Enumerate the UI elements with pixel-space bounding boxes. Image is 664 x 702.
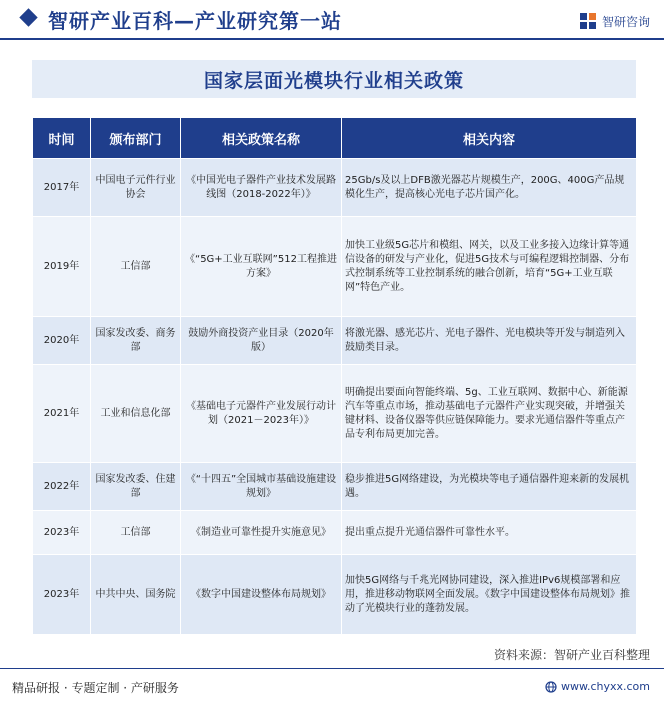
cell-content: 25Gb/s及以上DFB激光器芯片规模生产，200G、400G产品规模化生产，提高核心光电子芯片国产化。 <box>342 159 637 217</box>
table-row <box>33 365 637 463</box>
cell-year: 2021年 <box>33 365 91 463</box>
cell-content: 稳步推进5G网络建设，为光模块等电子通信器件迎来新的发展机遇。 <box>342 463 637 511</box>
policy-table <box>32 117 637 635</box>
page-header <box>0 0 664 42</box>
header-content: 相关内容 <box>342 118 637 159</box>
source-note: 资料来源：智研产业百科整理 <box>493 648 650 662</box>
header-dept: 颁布部门 <box>91 118 181 159</box>
cell-dept: 中国电子元件行业协会 <box>91 159 181 217</box>
site-title: 智研产业百科—产业研究第一站 <box>48 9 342 33</box>
table-row <box>33 159 637 217</box>
table-row <box>33 463 637 511</box>
document-title: 国家层面光模块行业相关政策 <box>203 69 464 92</box>
cell-policy-name: 《“5G+工业互联网”512工程推进方案》 <box>181 217 342 317</box>
table-row <box>33 317 637 365</box>
cell-content: 提出重点提升光通信器件可靠性水平。 <box>342 511 637 555</box>
cell-policy-name: 《“十四五”全国城市基础设施建设规划》 <box>181 463 342 511</box>
diamond-icon <box>19 8 37 26</box>
cell-dept: 中共中央、国务院 <box>91 555 181 635</box>
cell-policy-name: 《数字中国建设整体布局规划》 <box>181 555 342 635</box>
footer-divider <box>0 668 664 669</box>
cell-year: 2019年 <box>33 217 91 317</box>
cell-dept: 工信部 <box>91 511 181 555</box>
cell-dept: 国家发改委、住建部 <box>91 463 181 511</box>
cell-policy-name: 鼓励外商投资产业目录（2020年版） <box>181 317 342 365</box>
footer-link[interactable] <box>545 680 650 693</box>
table-row <box>33 511 637 555</box>
cell-content: 将激光器、感光芯片、光电子器件、光电模块等开发与制造列入鼓励类目录。 <box>342 317 637 365</box>
cell-year: 2022年 <box>33 463 91 511</box>
footer-services: 精品研报 · 专题定制 · 产研服务 <box>12 681 179 695</box>
brand-name: 智研咨询 <box>601 14 650 29</box>
brand[interactable] <box>579 12 650 30</box>
cell-policy-name: 《基础电子元器件产业发展行动计划（2021－2023年）》 <box>181 365 342 463</box>
title-band <box>32 60 636 98</box>
table-header-row <box>33 118 637 159</box>
header-divider <box>0 38 664 40</box>
cell-content: 加快5G网络与千兆光网协同建设，深入推进IPv6规模部署和应用，推进移动物联网全面发展。《数字中国建设整体布局规划》推动了光模块行业的蓬勃发展。 <box>342 555 637 635</box>
table-row <box>33 217 637 317</box>
header-policy-name: 相关政策名称 <box>181 118 342 159</box>
cell-dept: 工信部 <box>91 217 181 317</box>
cell-policy-name: 《中国光电子器件产业技术发展路线图（2018-2022年）》 <box>181 159 342 217</box>
cell-policy-name: 《制造业可靠性提升实施意见》 <box>181 511 342 555</box>
cell-content: 明确提出要面向智能终端、5g、工业互联网、数据中心、新能源汽车等重点市场，推动基础电子元器件产业实现突破，并增强关键材料、设备仪器等供应链保障能力。要求光通信器件等重点产品专利布局更加完善。 <box>342 365 637 463</box>
cell-dept: 国家发改委、商务部 <box>91 317 181 365</box>
cell-year: 2020年 <box>33 317 91 365</box>
header-year: 时间 <box>33 118 91 159</box>
cell-year: 2017年 <box>33 159 91 217</box>
cell-content: 加快工业级5G芯片和模组、网关，以及工业多接入边缘计算等通信设备的研发与产业化，促进5G技术与可编程逻辑控制器、分布式控制系统等工业控制系统的融合创新，培育“5G+工业互联网”特色产业。 <box>342 217 637 317</box>
globe-icon <box>545 681 557 693</box>
cell-dept: 工业和信息化部 <box>91 365 181 463</box>
table-row <box>33 555 637 635</box>
footer-url: www.chyxx.com <box>560 680 650 693</box>
cell-year: 2023年 <box>33 555 91 635</box>
brand-logo-icon <box>579 12 597 30</box>
cell-year: 2023年 <box>33 511 91 555</box>
